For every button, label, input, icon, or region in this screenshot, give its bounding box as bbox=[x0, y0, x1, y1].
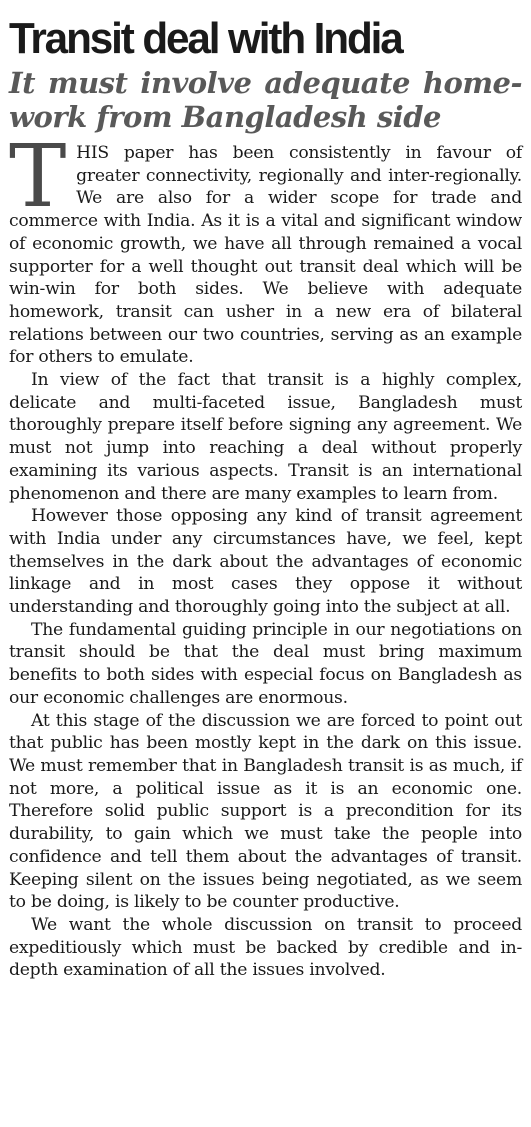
drop-cap: T bbox=[9, 127, 67, 227]
paragraph-5: At this stage of the discussion we are forced to point out that public has been mostly kept in the dark on this issue. We must remember that in Bangladesh transit is as much, if not more, a political issue as it is an economic one. Therefore solid public support is a precondition for its durability, to gain which we must take the people into confidence and tell them about the advantages of transit. Keeping silent on the issues being negotiated, as we seem to be doing, is likely to be counter productive. bbox=[9, 710, 522, 913]
paragraph-1 bbox=[9, 127, 522, 369]
headline: Transit deal with India bbox=[9, 14, 402, 63]
editorial-article bbox=[9, 14, 522, 982]
paragraph-4: The fundamental guiding principle in our negotiations on transit should be that the deal must bring maximum benefits to both sides with especial focus on Bangladesh as our economic challenges are enormous. bbox=[9, 619, 522, 708]
article-body bbox=[9, 127, 522, 982]
paragraph-1-text: HIS paper has been consistently in favour of greater connectivity, regionally and inter-regionally. We are also for a wider scope for trade and commerce with India. As it is a vital and significant window of economic growth, we have all through remained a vocal supporter for a well thought out transit deal which will be win-win for both sides. We believe with adequate homework, transit can usher in a new era of bilateral relations between our two countries, serving as an example for others to emulate. bbox=[9, 143, 522, 368]
paragraph-3: However those opposing any kind of transit agreement with India under any circumstances have, we feel, kept themselves in the dark about the advantages of economic linkage and in most cases they oppose it without understanding and thoroughly going into the subject at all. bbox=[9, 506, 522, 618]
subheadline: It must involve adequate home-work from Bangladesh side bbox=[9, 66, 522, 134]
paragraph-6: We want the whole discussion on transit to proceed expeditiously which must be backed by credible and in-depth examination of all the issues involved. bbox=[9, 914, 522, 981]
paragraph-2: In view of the fact that transit is a highly complex, delicate and multi-faceted issue, Bangladesh must thoroughly prepare itself before signing any agreement. We must not jump into reaching a deal without properly examining its various aspects. Transit is an international phenomenon and there are many examples to learn from. bbox=[9, 370, 522, 504]
